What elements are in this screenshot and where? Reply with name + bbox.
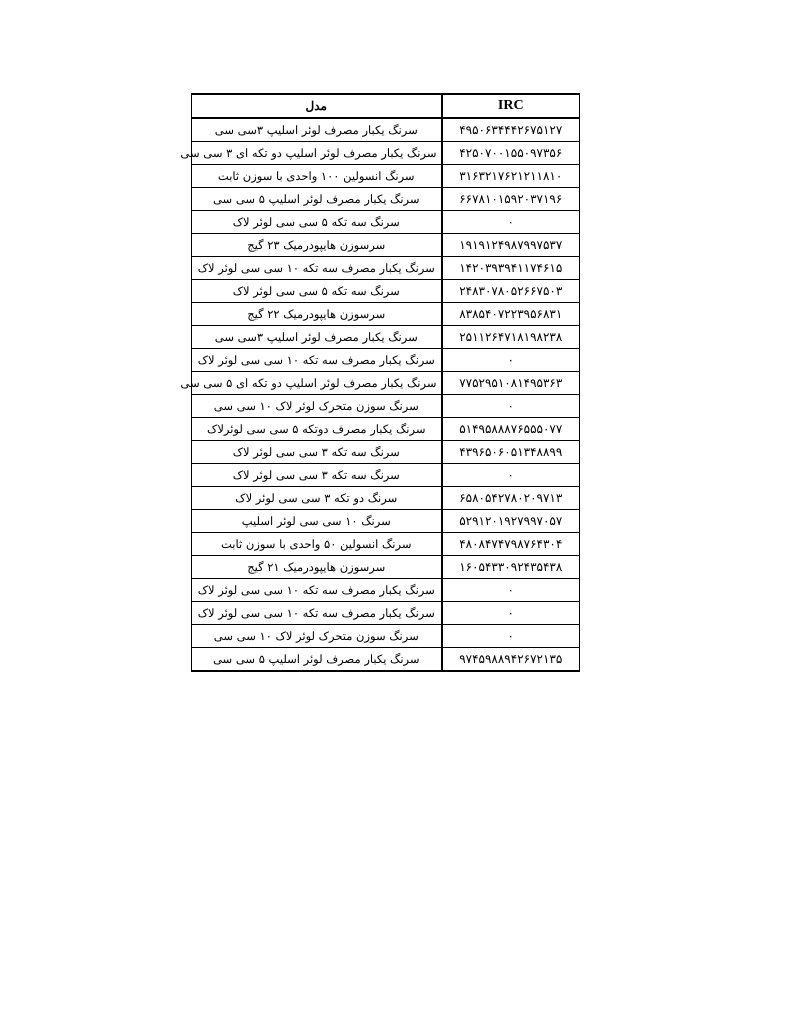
table-row xyxy=(192,257,580,280)
table-row xyxy=(192,395,580,418)
table-body xyxy=(180,118,580,671)
irc-cell: ۵۲۹۱۲۰۱۹۲۷۹۹۷۰۵۷ xyxy=(442,510,580,533)
table-row xyxy=(192,418,580,441)
table-row xyxy=(192,533,580,556)
table-row xyxy=(192,165,580,188)
table-row xyxy=(192,326,580,349)
model-cell: سرنگ یکبار مصرف سه تکه ۱۰ سی سی لوئر لاک xyxy=(192,579,442,602)
model-cell: سرنگ یکبار مصرف لوئر اسلیپ ۵ سی سی xyxy=(192,648,442,672)
irc-cell: ۵۱۴۹۵۸۸۸۷۶۵۵۵۰۷۷ xyxy=(442,418,580,441)
model-cell: سرنگ یکبار مصرف سه تکه ۱۰ سی سی لوئر لاک xyxy=(192,349,442,372)
table-row xyxy=(192,625,580,648)
irc-cell: ۴۲۵۰۷۰۰۱۵۵۰۹۷۳۵۶ xyxy=(442,142,580,165)
table-row xyxy=(192,441,580,464)
table-row xyxy=(192,579,580,602)
model-cell: سرنگ یکبار مصرف دوتکه ۵ سی سی لوئرلاک xyxy=(192,418,442,441)
model-cell: سرنگ انسولین ۵۰ واحدی با سوزن ثابت xyxy=(192,533,442,556)
irc-cell: ۸۳۸۵۴۰۷۲۲۳۹۵۶۸۳۱ xyxy=(442,303,580,326)
irc-cell: ۹۷۴۵۹۸۸۹۴۲۶۷۲۱۳۵ xyxy=(442,648,580,672)
irc-table xyxy=(180,93,580,672)
irc-cell: ۱۶۰۵۴۳۳۰۹۲۴۳۵۴۳۸ xyxy=(442,556,580,579)
table-row xyxy=(192,118,580,142)
irc-cell: ۲۴۸۳۰۷۸۰۵۲۶۶۷۵۰۳ xyxy=(442,280,580,303)
table-row xyxy=(192,303,580,326)
table-row xyxy=(192,211,580,234)
table-row xyxy=(192,464,580,487)
table-row xyxy=(192,602,580,625)
table-row xyxy=(192,487,580,510)
model-cell: سرسوزن هایپودرمیک ۲۱ گیج xyxy=(192,556,442,579)
model-cell: سرنگ سوزن متحرک لوئر لاک ۱۰ سی سی xyxy=(192,395,442,418)
table-header-row xyxy=(192,94,580,118)
irc-cell: ۰ xyxy=(442,211,580,234)
header-irc: IRC xyxy=(442,94,580,118)
model-cell: سرنگ ۱۰ سی سی لوئر اسلیپ xyxy=(192,510,442,533)
irc-cell: ۴۳۹۶۵۰۶۰۵۱۳۴۸۸۹۹ xyxy=(442,441,580,464)
header-model: مدل xyxy=(192,94,442,118)
model-cell: سرنگ سه تکه ۵ سی سی لوئر لاک xyxy=(192,280,442,303)
irc-cell: ۲۵۱۱۲۶۴۷۱۸۱۹۸۲۳۸ xyxy=(442,326,580,349)
model-cell: سرسوزن هایپودرمیک ۲۳ گیج xyxy=(192,234,442,257)
table-row xyxy=(192,349,580,372)
irc-cell: ۰ xyxy=(442,579,580,602)
model-cell: سرنگ یکبار مصرف لوئر اسلیپ دو تکه ای ۳ سی سی xyxy=(192,142,442,165)
model-cell: سرنگ سوزن متحرک لوئر لاک ۱۰ سی سی xyxy=(192,625,442,648)
irc-cell: ۷۷۵۲۹۵۱۰۸۱۴۹۵۳۶۳ xyxy=(442,372,580,395)
model-cell: سرنگ دو تکه ۳ سی سی لوئر لاک xyxy=(192,487,442,510)
table-row xyxy=(192,280,580,303)
model-cell: سرنگ انسولین ۱۰۰ واحدی با سوزن ثابت xyxy=(192,165,442,188)
model-cell: سرنگ سه تکه ۵ سی سی لوئر لاک xyxy=(192,211,442,234)
model-cell: سرنگ یکبار مصرف لوئر اسلیپ ۳سی سی xyxy=(192,326,442,349)
model-cell: سرنگ یکبار مصرف لوئر اسلیپ ۵ سی سی xyxy=(192,188,442,211)
table-row xyxy=(192,188,580,211)
irc-cell: ۶۵۸۰۵۴۲۷۸۰۲۰۹۷۱۳ xyxy=(442,487,580,510)
table-row xyxy=(192,372,580,395)
irc-cell: ۰ xyxy=(442,464,580,487)
table-row xyxy=(192,556,580,579)
irc-cell: ۶۶۷۸۱۰۱۵۹۲۰۳۷۱۹۶ xyxy=(442,188,580,211)
model-cell: سرسوزن هایپودرمیک ۲۲ گیج xyxy=(192,303,442,326)
irc-cell: ۱۹۱۹۱۲۴۹۸۷۹۹۷۵۳۷ xyxy=(442,234,580,257)
model-cell: سرنگ یکبار مصرف لوئر اسلیپ دو تکه ای ۵ سی سی xyxy=(192,372,442,395)
model-cell: سرنگ سه تکه ۳ سی سی لوئر لاک xyxy=(192,441,442,464)
model-cell: سرنگ یکبار مصرف سه تکه ۱۰ سی سی لوئر لاک xyxy=(192,257,442,280)
table-row xyxy=(192,510,580,533)
table-row xyxy=(192,648,580,672)
irc-cell: ۳۱۶۳۲۱۷۶۲۱۲۱۱۸۱۰ xyxy=(442,165,580,188)
irc-cell: ۰ xyxy=(442,625,580,648)
irc-cell: ۰ xyxy=(442,349,580,372)
irc-cell: ۰ xyxy=(442,602,580,625)
table-row xyxy=(192,234,580,257)
irc-cell: ۴۸۰۸۴۷۴۷۹۸۷۶۴۳۰۴ xyxy=(442,533,580,556)
model-cell: سرنگ یکبار مصرف سه تکه ۱۰ سی سی لوئر لاک xyxy=(192,602,442,625)
irc-cell: ۱۴۲۰۳۹۳۹۴۱۱۷۴۶۱۵ xyxy=(442,257,580,280)
table-row xyxy=(192,142,580,165)
model-cell: سرنگ یکبار مصرف لوئر اسلیپ ۳سی سی xyxy=(192,118,442,142)
model-cell: سرنگ سه تکه ۳ سی سی لوئر لاک xyxy=(192,464,442,487)
irc-cell: ۰ xyxy=(442,395,580,418)
irc-cell: ۴۹۵۰۶۳۴۴۴۲۶۷۵۱۲۷ xyxy=(442,118,580,142)
